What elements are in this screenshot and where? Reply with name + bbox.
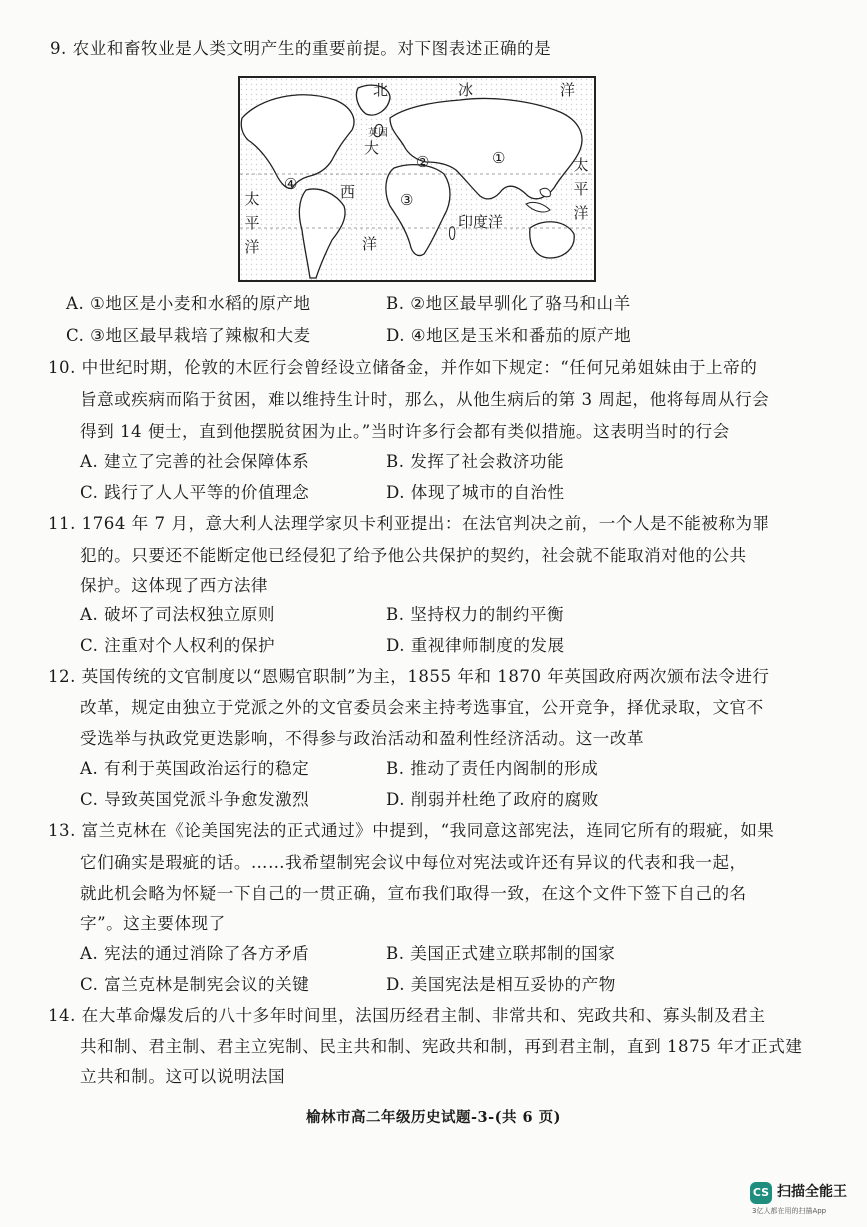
q12-option-a: A. 有利于英国政治运行的稳定 (80, 759, 310, 778)
map-marker-4: ④ (284, 175, 298, 193)
map-label-pacific-right-2: 平 (573, 180, 589, 198)
q10-option-d: D. 体现了城市的自治性 (386, 483, 565, 502)
q9-option-d: D. ④地区是玉米和番茄的原产地 (386, 326, 632, 345)
madagascar (449, 227, 454, 240)
camscanner-tagline: 3亿人都在用的扫描App (752, 1207, 827, 1215)
q9-option-c: C. ③地区最早栽培了辣椒和大麦 (66, 326, 311, 345)
map-marker-3: ③ (400, 191, 414, 209)
q11-option-d: D. 重视律师制度的发展 (386, 636, 565, 655)
world-map (238, 76, 596, 282)
q10-line-3: 得到 14 便士，直到他摆脱贫困为止。”当时许多行会都有类似措施。这表明当时的行会 (80, 422, 730, 441)
map-label-pacific-left-3: 洋 (244, 238, 260, 256)
q11-line-3: 保护。这体现了西方法律 (80, 576, 269, 595)
q14-line-1: 14. 在大革命爆发后的八十多年时间里，法国历经君主制、非常共和、宪政共和、寡头制及君主 (48, 1006, 766, 1025)
q10-option-b: B. 发挥了社会救济功能 (386, 452, 565, 471)
map-label-da: 大 (364, 139, 380, 157)
q12-option-c: C. 导致英国党派斗争愈发激烈 (80, 790, 310, 809)
q9-stem: 9. 农业和畜牧业是人类文明产生的重要前提。对下图表述正确的是 (50, 39, 552, 58)
map-label-yang: 洋 (362, 235, 378, 253)
map-label-pacific-left-1: 太 (244, 190, 260, 208)
map-label-pacific-right-3: 洋 (573, 204, 589, 222)
q12-line-1: 12. 英国传统的文官制度以“恩赐官职制”为主，1855 年和 1870 年英国政府两次颁布法令进行 (48, 667, 770, 686)
map-label-pacific-right-1: 太 (573, 156, 589, 174)
camscanner-logo-icon: CS (750, 1182, 772, 1204)
q9-option-a: A. ①地区是小麦和水稻的原产地 (66, 294, 311, 313)
q12-option-b: B. 推动了责任内阁制的形成 (386, 759, 599, 778)
q13-line-2: 它们确实是瑕疵的话。……我希望制宪会议中每位对宪法或许还有异议的代表和我一起， (80, 853, 747, 872)
q12-line-3: 受选举与执政党更迭影响，不得参与政治活动和盈利性经济活动。这一改革 (80, 729, 645, 748)
q10-option-a: A. 建立了完善的社会保障体系 (80, 452, 310, 471)
map-label-pacific-left-2: 平 (244, 214, 260, 232)
map-marker-2: ② (416, 153, 430, 171)
q14-line-3: 立共和制。这可以说明法国 (80, 1067, 286, 1086)
camscanner-name: 扫描全能王 (777, 1184, 847, 1200)
q13-option-c: C. 富兰克林是制宪会议的关键 (80, 975, 310, 994)
map-label-indian-ocean: 印度洋 (458, 213, 504, 231)
map-label-north: 北 (373, 81, 389, 99)
q13-line-3: 就此机会略为怀疑一下自己的一贯正确，宣布我们取得一致，在这个文件下签下自己的名 (80, 884, 747, 903)
q11-option-c: C. 注重对个人权利的保护 (80, 636, 276, 655)
q13-option-b: B. 美国正式建立联邦制的国家 (386, 944, 616, 963)
q13-line-1: 13. 富兰克林在《论美国宪法的正式通过》中提到，“我同意这部宪法，连同它所有的瑕疵，如果 (48, 821, 775, 840)
q10-option-c: C. 践行了人人平等的价值理念 (80, 483, 310, 502)
q9-option-b: B. ②地区最早驯化了骆马和山羊 (386, 294, 631, 313)
q12-option-d: D. 削弱并杜绝了政府的腐败 (386, 790, 599, 809)
q13-option-d: D. 美国宪法是相互妥协的产物 (386, 975, 616, 994)
page-footer: 榆林市高二年级历史试题-3-(共 6 页) (305, 1109, 562, 1126)
q11-option-a: A. 破坏了司法权独立原则 (80, 605, 275, 624)
q13-line-4: 字”。这主要体现了 (80, 914, 226, 933)
map-label-ocean-top: 洋 (560, 81, 576, 99)
q12-line-2: 改革，规定由独立于党派之外的文官委员会来主持考选事宜，公开竞争，择优录取，文官不 (80, 698, 764, 717)
q11-line-2: 犯的。只要还不能断定他已经侵犯了给予他公共保护的契约，社会就不能取消对他的公共 (80, 546, 747, 565)
q13-option-a: A. 宪法的通过消除了各方矛盾 (80, 944, 310, 963)
q11-line-1: 11. 1764 年 7 月，意大利人法理学家贝卡利亚提出：在法官判决之前，一个人是不能被称为罪 (48, 514, 770, 533)
q11-option-b: B. 坚持权力的制约平衡 (386, 605, 565, 624)
map-label-ice: 冰 (458, 81, 474, 99)
map-marker-1: ① (492, 149, 506, 167)
map-label-xi: 西 (340, 183, 356, 201)
q10-line-1: 10. 中世纪时期，伦敦的木匠行会曾经设立储备金，并作如下规定：“任何兄弟姐妹由于上帝的 (48, 358, 758, 377)
map-label-britain: 英国 (368, 128, 388, 139)
q10-line-2: 旨意或疾病而陷于贫困，难以维持生计时，那么，从他生病后的第 3 周起，他将每周从行会 (80, 390, 770, 409)
q14-line-2: 共和制、君主制、君主立宪制、民主共和制、宪政共和制，再到君主制，直到 1875 年才正式建 (80, 1037, 803, 1056)
